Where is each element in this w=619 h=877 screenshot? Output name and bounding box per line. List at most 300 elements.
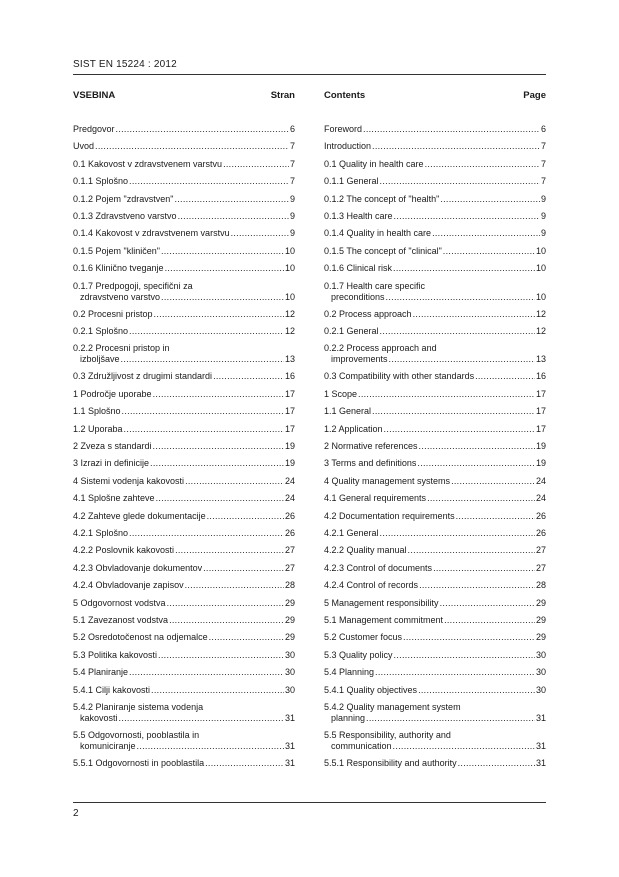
toc-entry[interactable] bbox=[73, 194, 295, 205]
toc-entry[interactable] bbox=[324, 493, 546, 504]
toc-entry-title: 3 Terms and definitions bbox=[324, 458, 417, 469]
toc-entry-title: 0.1.3 Health care bbox=[324, 211, 393, 221]
toc-entry-page: 30 bbox=[535, 684, 546, 695]
toc-entry-title: 4.2.4 Control of records bbox=[324, 580, 419, 591]
toc-entry-title: 0.3 Compatibility with other standards bbox=[324, 371, 475, 382]
toc-entry-title-line: 0.1.7 Predpogoji, specifični za bbox=[73, 280, 193, 291]
dot-leader bbox=[213, 371, 284, 382]
toc-entry[interactable] bbox=[324, 246, 546, 257]
toc-entry[interactable] bbox=[73, 263, 295, 274]
toc-entry[interactable] bbox=[324, 528, 546, 539]
dot-leader bbox=[174, 194, 289, 205]
toc-entry-title: 0.2.1 Splošno bbox=[73, 326, 129, 336]
toc-entry[interactable] bbox=[324, 228, 546, 239]
dot-leader bbox=[137, 741, 284, 752]
dot-leader bbox=[443, 246, 535, 257]
toc-entry[interactable] bbox=[73, 211, 295, 222]
toc-entry-title-line: 5.4.2 Planiranje sistema vodenja bbox=[73, 702, 204, 712]
toc-entry-page: 10 bbox=[535, 245, 546, 256]
toc-entry[interactable] bbox=[324, 511, 546, 522]
toc-entry-page: 12 bbox=[535, 326, 546, 336]
toc-entry-title: izboljšave bbox=[80, 354, 120, 365]
toc-entry[interactable] bbox=[73, 326, 295, 337]
toc-entry[interactable] bbox=[73, 246, 295, 257]
toc-entry-page: 10 bbox=[284, 291, 295, 302]
toc-entry-page: 9 bbox=[540, 193, 546, 204]
toc-entry-page: 17 bbox=[535, 423, 546, 434]
toc-entry-title: 0.1.3 Zdravstveno varstvo bbox=[73, 211, 177, 221]
toc-entry-title: 0.1.1 Splošno bbox=[73, 176, 129, 187]
toc-entry-title: 2 Zveza s standardi bbox=[73, 441, 152, 451]
toc-entry-title: Introduction bbox=[324, 141, 372, 152]
toc-entry-page: 31 bbox=[535, 758, 546, 768]
toc-entry-title: 4.2.2 Poslovnik kakovosti bbox=[73, 545, 175, 556]
toc-entry[interactable] bbox=[324, 632, 546, 643]
dot-leader bbox=[178, 211, 289, 222]
toc-column-english bbox=[324, 90, 546, 768]
dot-leader bbox=[175, 545, 284, 556]
toc-entry-title: communication bbox=[331, 741, 392, 751]
toc-entry-page: 17 bbox=[284, 406, 295, 417]
dot-leader bbox=[419, 580, 535, 591]
toc-entry-page: 26 bbox=[535, 528, 546, 538]
toc-entry[interactable] bbox=[324, 730, 546, 752]
column-header bbox=[73, 90, 295, 104]
toc-entry[interactable] bbox=[73, 441, 295, 452]
toc-entry[interactable] bbox=[73, 615, 295, 626]
dot-leader bbox=[380, 528, 535, 539]
toc-entry-page: 30 bbox=[284, 649, 295, 660]
toc-entry[interactable] bbox=[324, 159, 546, 170]
toc-entry-page: 9 bbox=[540, 211, 546, 221]
toc-entry[interactable] bbox=[73, 667, 295, 678]
toc-entry-page: 10 bbox=[535, 291, 546, 302]
toc-entry-page: 6 bbox=[289, 124, 295, 134]
toc-entry[interactable] bbox=[73, 389, 295, 400]
dot-leader bbox=[207, 511, 284, 522]
toc-entry-title: 1 Področje uporabe bbox=[73, 388, 152, 399]
toc-entry[interactable] bbox=[324, 141, 546, 152]
toc-entry[interactable] bbox=[73, 493, 295, 504]
toc-entry-title: kakovosti bbox=[80, 713, 118, 723]
toc-entry[interactable] bbox=[73, 406, 295, 417]
dot-leader bbox=[169, 615, 284, 626]
toc-entry-title-line: 5.5 Odgovornosti, pooblastila in bbox=[73, 730, 200, 740]
header-rule bbox=[73, 74, 546, 75]
toc-entry-page: 27 bbox=[535, 545, 546, 556]
dot-leader bbox=[185, 580, 284, 591]
dot-leader bbox=[427, 493, 535, 504]
toc-entry-title: 5.3 Quality policy bbox=[324, 649, 393, 660]
toc-entry-title: 5.5.1 Responsibility and authority bbox=[324, 758, 457, 768]
dot-leader bbox=[124, 424, 284, 435]
toc-entry[interactable] bbox=[73, 511, 295, 522]
toc-entry[interactable] bbox=[324, 702, 546, 724]
toc-entry-title: 1.1 General bbox=[324, 406, 372, 417]
dot-leader bbox=[380, 326, 535, 337]
dot-leader bbox=[167, 598, 284, 609]
toc-entry-title: 0.1 Kakovost v zdravstvenem varstvu bbox=[73, 158, 223, 169]
toc-entry[interactable] bbox=[324, 563, 546, 574]
toc-entry-page: 12 bbox=[284, 326, 295, 336]
toc-entry-title: 5.4 Planiranje bbox=[73, 667, 129, 678]
toc-entry-title: 5 Management responsibility bbox=[324, 597, 439, 608]
toc-entry-page: 9 bbox=[289, 211, 295, 221]
dot-leader bbox=[165, 263, 284, 274]
toc-entry[interactable] bbox=[73, 580, 295, 591]
toc-entry[interactable] bbox=[73, 281, 295, 303]
toc-entry-title: 0.1.1 General bbox=[324, 176, 379, 187]
dot-leader bbox=[358, 389, 535, 400]
toc-entry-title: 0.1.5 Pojem "kliničen" bbox=[73, 245, 160, 256]
toc-entry-title: 4.2.2 Quality manual bbox=[324, 545, 407, 556]
dot-leader bbox=[153, 441, 284, 452]
toc-entry[interactable] bbox=[73, 632, 295, 643]
page-number: 2 bbox=[73, 808, 79, 819]
toc-entry-title: 4.2 Zahteve glede dokumentacije bbox=[73, 510, 206, 521]
toc-entry-title: 3 Izrazi in definicije bbox=[73, 458, 150, 469]
dot-leader bbox=[440, 194, 540, 205]
toc-entry-title: 1.2 Application bbox=[324, 423, 383, 434]
toc-entry-title: 4.2 Documentation requirements bbox=[324, 510, 455, 521]
toc-entry-page: 30 bbox=[284, 684, 295, 695]
dot-leader bbox=[413, 309, 535, 320]
dot-leader bbox=[209, 632, 284, 643]
toc-entry-page: 31 bbox=[535, 741, 546, 751]
toc-entry-title: preconditions bbox=[331, 291, 385, 302]
toc-entry[interactable] bbox=[73, 758, 295, 769]
toc-entry-title: Uvod bbox=[73, 141, 95, 152]
toc-entry-title: 5.2 Osredotočenost na odjemalce bbox=[73, 632, 208, 643]
toc-entry[interactable] bbox=[73, 545, 295, 556]
toc-entry-page: 26 bbox=[284, 510, 295, 521]
dot-leader bbox=[231, 228, 289, 239]
toc-entry-page: 19 bbox=[535, 458, 546, 469]
toc-entry-page: 30 bbox=[284, 667, 295, 678]
dot-leader bbox=[433, 563, 535, 574]
toc-entry-title: 1 Scope bbox=[324, 388, 358, 399]
dot-leader bbox=[205, 758, 284, 769]
dot-leader bbox=[121, 354, 284, 365]
toc-entry[interactable] bbox=[73, 563, 295, 574]
toc-entry-page: 29 bbox=[535, 632, 546, 643]
toc-entry-title: 0.2.1 General bbox=[324, 326, 379, 336]
toc-title: Contents bbox=[324, 90, 366, 101]
dot-leader bbox=[129, 528, 284, 539]
toc-entry[interactable] bbox=[73, 528, 295, 539]
dot-leader bbox=[384, 424, 535, 435]
toc-entry-page: 17 bbox=[535, 388, 546, 399]
toc-entry[interactable] bbox=[73, 159, 295, 170]
dot-leader bbox=[95, 141, 289, 152]
dot-leader bbox=[394, 211, 540, 222]
toc-entry-page: 24 bbox=[535, 493, 546, 504]
toc-entry-page: 7 bbox=[289, 141, 295, 152]
toc-entry[interactable] bbox=[73, 424, 295, 435]
toc-entry-page: 9 bbox=[289, 193, 295, 204]
dot-leader bbox=[158, 650, 284, 661]
toc-entry-page: 30 bbox=[535, 649, 546, 660]
toc-entry-page: 24 bbox=[284, 475, 295, 486]
toc-entry-title: 0.1.6 Klinično tveganje bbox=[73, 263, 164, 274]
toc-entry-title: 0.2 Process approach bbox=[324, 308, 412, 319]
toc-entry[interactable] bbox=[73, 228, 295, 239]
toc-entry[interactable] bbox=[324, 406, 546, 417]
dot-leader bbox=[372, 406, 535, 417]
toc-entry-page: 10 bbox=[535, 263, 546, 274]
toc-title: VSEBINA bbox=[73, 90, 116, 101]
toc-entry-title-line: 0.2.2 Process approach and bbox=[324, 343, 437, 354]
page-column-label: Page bbox=[523, 90, 546, 101]
toc-entry-title: 4.2.3 Obvladovanje dokumentov bbox=[73, 562, 203, 573]
toc-entry-title: 5.4 Planning bbox=[324, 667, 375, 678]
toc-entry[interactable] bbox=[73, 458, 295, 469]
dot-leader bbox=[456, 511, 535, 522]
toc-entry-page: 7 bbox=[289, 158, 295, 169]
footer-rule bbox=[73, 802, 546, 803]
toc-entry-page: 29 bbox=[535, 597, 546, 608]
dot-leader bbox=[122, 406, 284, 417]
toc-entry-page: 7 bbox=[289, 176, 295, 187]
toc-entry[interactable] bbox=[324, 685, 546, 696]
toc-entry-page: 17 bbox=[284, 423, 295, 434]
dot-leader bbox=[119, 713, 284, 724]
toc-entry[interactable] bbox=[73, 650, 295, 661]
toc-entry[interactable] bbox=[324, 441, 546, 452]
dot-leader bbox=[161, 246, 284, 257]
toc-entry-page: 24 bbox=[535, 475, 546, 486]
toc-entry[interactable] bbox=[324, 211, 546, 222]
toc-entry-title: 5 Odgovornost vodstva bbox=[73, 597, 166, 608]
dot-leader bbox=[185, 476, 284, 487]
toc-entry-page: 30 bbox=[535, 667, 546, 678]
toc-entry-page: 9 bbox=[289, 228, 295, 239]
toc-entry-page: 10 bbox=[284, 245, 295, 256]
toc-entry-page: 9 bbox=[540, 228, 546, 239]
dot-leader bbox=[432, 228, 540, 239]
toc-entry[interactable] bbox=[324, 371, 546, 382]
dot-leader bbox=[156, 493, 284, 504]
toc-entry[interactable] bbox=[73, 598, 295, 609]
dot-leader bbox=[223, 159, 289, 170]
toc-entry[interactable] bbox=[73, 702, 295, 724]
toc-entry-title: Predgovor bbox=[73, 124, 115, 134]
toc-entry[interactable] bbox=[324, 424, 546, 435]
toc-entry-page: 16 bbox=[535, 371, 546, 382]
toc-entry-page: 28 bbox=[284, 580, 295, 591]
toc-entry[interactable] bbox=[73, 176, 295, 187]
toc-entry[interactable] bbox=[73, 141, 295, 152]
dot-leader bbox=[475, 371, 535, 382]
toc-entry-title: 5.1 Management commitment bbox=[324, 615, 444, 625]
toc-entry-title: 4.2.3 Control of documents bbox=[324, 562, 433, 573]
toc-entry-page: 7 bbox=[540, 141, 546, 152]
toc-entry[interactable] bbox=[324, 667, 546, 678]
toc-entry-title: 0.1.6 Clinical risk bbox=[324, 263, 393, 274]
toc-entry-page: 10 bbox=[284, 263, 295, 274]
toc-entry-page: 29 bbox=[284, 597, 295, 608]
dot-leader bbox=[129, 667, 284, 678]
dot-leader bbox=[458, 758, 535, 769]
toc-entry[interactable] bbox=[324, 263, 546, 274]
toc-entry-page: 31 bbox=[284, 713, 295, 723]
page-column-label: Stran bbox=[270, 90, 295, 101]
column-header bbox=[324, 90, 546, 104]
toc-entry-title: 4.1 Splošne zahteve bbox=[73, 493, 155, 504]
dot-leader bbox=[154, 309, 284, 320]
dot-leader bbox=[444, 615, 535, 626]
dot-leader bbox=[418, 685, 535, 696]
toc-entry[interactable] bbox=[324, 124, 546, 135]
toc-entry-title-line: 5.4.2 Quality management system bbox=[324, 702, 461, 712]
dot-leader bbox=[151, 685, 284, 696]
toc-entry-page: 27 bbox=[284, 545, 295, 556]
document-id: SIST EN 15224 : 2012 bbox=[73, 59, 177, 70]
dot-leader bbox=[440, 598, 535, 609]
toc-entry-title: 5.4.1 Cilji kakovosti bbox=[73, 684, 151, 695]
toc-entry[interactable] bbox=[324, 326, 546, 337]
toc-entry[interactable] bbox=[324, 598, 546, 609]
toc-entry-page: 17 bbox=[284, 388, 295, 399]
toc-entry[interactable] bbox=[324, 309, 546, 320]
toc-entry-title-line: 0.2.2 Procesni pristop in bbox=[73, 343, 170, 354]
toc-entry[interactable] bbox=[324, 580, 546, 591]
dot-leader bbox=[161, 292, 284, 303]
toc-entry-page: 12 bbox=[535, 308, 546, 319]
toc-entry-title: komuniciranje bbox=[80, 741, 136, 751]
toc-entry[interactable] bbox=[324, 615, 546, 626]
toc-column-slovenian bbox=[73, 90, 295, 768]
toc-entry-title: 1.2 Uporaba bbox=[73, 423, 123, 434]
dot-leader bbox=[419, 441, 535, 452]
toc-entry-page: 29 bbox=[284, 632, 295, 643]
toc-entry[interactable] bbox=[324, 476, 546, 487]
toc-entry-title: Foreword bbox=[324, 124, 363, 134]
toc-entry[interactable] bbox=[73, 685, 295, 696]
toc-entry-title: 0.1.2 Pojem "zdravstven" bbox=[73, 193, 174, 204]
toc-entry[interactable] bbox=[324, 650, 546, 661]
toc-entry-title: 0.1.2 The concept of "health" bbox=[324, 193, 440, 204]
toc-entry-title: 0.2 Procesni pristop bbox=[73, 308, 153, 319]
dot-leader bbox=[203, 563, 284, 574]
toc-entry[interactable] bbox=[73, 730, 295, 752]
toc-entry[interactable] bbox=[324, 458, 546, 469]
dot-leader bbox=[393, 741, 535, 752]
toc-entry-title: 0.3 Združljivost z drugimi standardi bbox=[73, 371, 213, 382]
toc-entry-title: 4 Sistemi vodenja kakovosti bbox=[73, 475, 185, 486]
toc-entry-title: 5.5.1 Odgovornosti in pooblastila bbox=[73, 758, 205, 768]
toc-entry-title: 4 Quality management systems bbox=[324, 475, 451, 486]
toc-entry[interactable] bbox=[324, 758, 546, 769]
toc-entry[interactable] bbox=[73, 371, 295, 382]
dot-leader bbox=[394, 650, 535, 661]
toc-entry[interactable] bbox=[73, 476, 295, 487]
toc-entry-title: 0.1.4 Quality in health care bbox=[324, 228, 432, 239]
dot-leader bbox=[363, 124, 540, 135]
dot-leader bbox=[129, 176, 289, 187]
toc-entry-title: 0.1.4 Kakovost v zdravstvenem varstvu bbox=[73, 228, 230, 239]
toc-entry-title: 0.1 Quality in health care bbox=[324, 158, 424, 169]
toc-entry[interactable] bbox=[324, 545, 546, 556]
toc-entry[interactable] bbox=[324, 176, 546, 187]
toc-entry-page: 17 bbox=[535, 406, 546, 417]
toc-entry-page: 24 bbox=[284, 493, 295, 504]
toc-entry[interactable] bbox=[73, 343, 295, 365]
dot-leader bbox=[451, 476, 535, 487]
dot-leader bbox=[393, 263, 535, 274]
toc-entry-title: 4.1 General requirements bbox=[324, 493, 427, 504]
toc-entry-title: 4.2.4 Obvladovanje zapisov bbox=[73, 580, 184, 591]
toc-entry-page: 7 bbox=[540, 158, 546, 169]
dot-leader bbox=[129, 326, 284, 337]
dot-leader bbox=[366, 713, 535, 724]
toc-entry-page: 27 bbox=[284, 562, 295, 573]
toc-entry-title: 2 Normative references bbox=[324, 441, 418, 451]
toc-entry-title: planning bbox=[331, 713, 366, 723]
toc-entry-page: 19 bbox=[284, 458, 295, 469]
toc-entry-page: 7 bbox=[540, 176, 546, 187]
toc-entry-title: 5.1 Zavezanost vodstva bbox=[73, 615, 169, 625]
toc-entry-page: 26 bbox=[284, 528, 295, 538]
dot-leader bbox=[417, 458, 535, 469]
toc-entry-page: 13 bbox=[284, 354, 295, 365]
toc-entry-title: improvements bbox=[331, 354, 388, 365]
dot-leader bbox=[375, 667, 535, 678]
toc-entry-page: 19 bbox=[535, 441, 546, 451]
dot-leader bbox=[153, 389, 284, 400]
toc-entry[interactable] bbox=[324, 343, 546, 365]
toc-entry[interactable] bbox=[324, 281, 546, 303]
toc-entry-page: 31 bbox=[535, 713, 546, 723]
toc-entry-title-line: 5.5 Responsibility, authority and bbox=[324, 730, 451, 740]
toc-entry-page: 31 bbox=[284, 741, 295, 751]
dot-leader bbox=[372, 141, 540, 152]
dot-leader bbox=[403, 632, 535, 643]
toc-entry[interactable] bbox=[73, 124, 295, 135]
toc-entry-page: 29 bbox=[284, 615, 295, 625]
dot-leader bbox=[408, 545, 535, 556]
toc-entry-page: 28 bbox=[535, 580, 546, 591]
toc-entry-title: 5.2 Customer focus bbox=[324, 632, 403, 643]
toc-entry-page: 16 bbox=[284, 371, 295, 382]
dot-leader bbox=[386, 292, 535, 303]
toc-entry-page: 27 bbox=[535, 562, 546, 573]
dot-leader bbox=[425, 159, 540, 170]
toc-entry-title: 0.1.5 The concept of "clinical" bbox=[324, 245, 442, 256]
toc-entry-title: zdravstveno varstvo bbox=[80, 291, 161, 302]
toc-entry-page: 31 bbox=[284, 758, 295, 768]
toc-entry-page: 19 bbox=[284, 441, 295, 451]
toc-entry-page: 12 bbox=[284, 308, 295, 319]
toc-entry[interactable] bbox=[73, 309, 295, 320]
toc-entry-title: 4.2.1 Splošno bbox=[73, 528, 129, 538]
toc-entry-page: 26 bbox=[535, 510, 546, 521]
toc-entry[interactable] bbox=[324, 194, 546, 205]
toc-entry-title: 1.1 Splošno bbox=[73, 406, 121, 417]
toc-entry-title: 5.4.1 Quality objectives bbox=[324, 684, 418, 695]
toc-entry-title-line: 0.1.7 Health care specific bbox=[324, 280, 426, 291]
dot-leader bbox=[380, 176, 540, 187]
toc-entry-title: 4.2.1 General bbox=[324, 528, 379, 538]
dot-leader bbox=[116, 124, 289, 135]
dot-leader bbox=[150, 458, 284, 469]
toc-entry[interactable] bbox=[324, 389, 546, 400]
toc-entry-title: 5.3 Politika kakovosti bbox=[73, 649, 158, 660]
toc-entry-page: 6 bbox=[540, 124, 546, 134]
toc-entry-page: 13 bbox=[535, 354, 546, 365]
dot-leader bbox=[389, 354, 535, 365]
toc-entry-page: 29 bbox=[535, 615, 546, 625]
